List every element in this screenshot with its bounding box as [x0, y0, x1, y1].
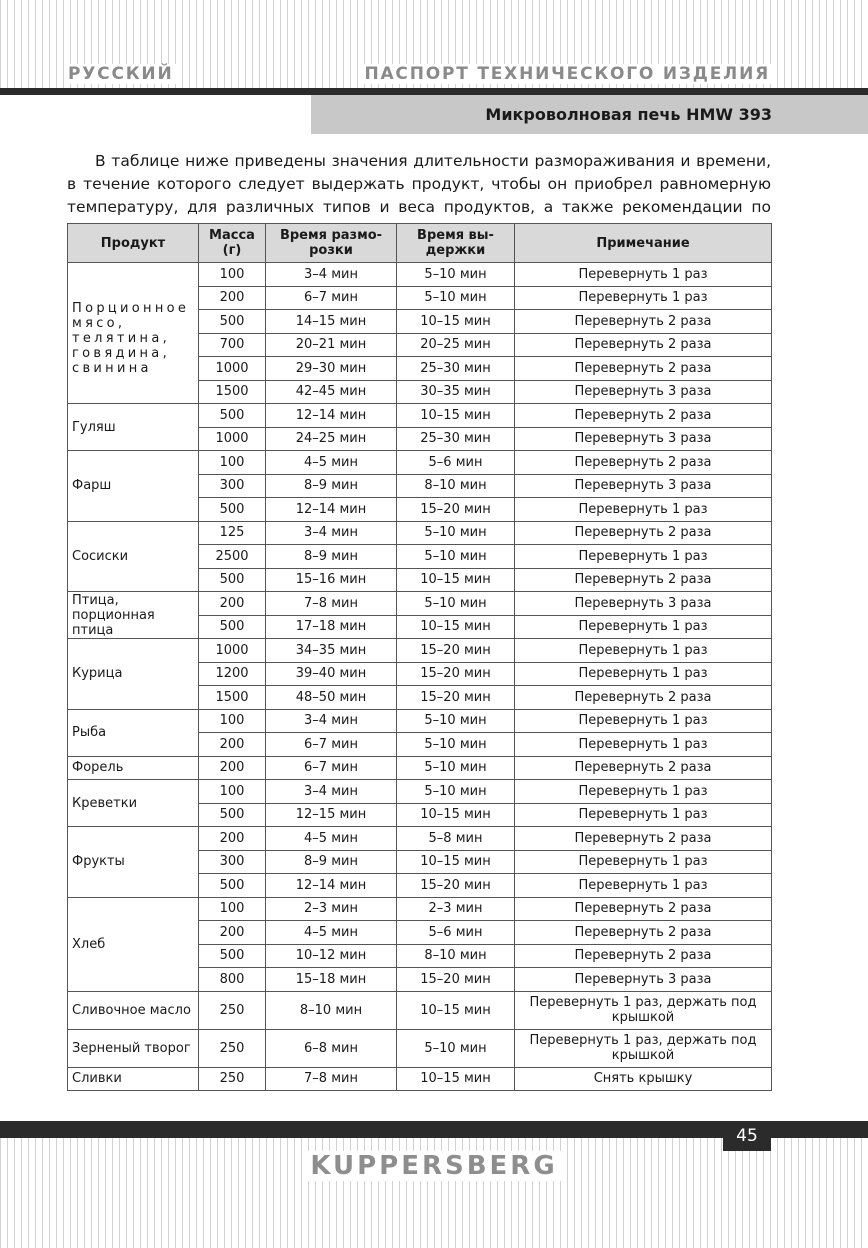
note-cell: Перевернуть 2 раза — [515, 357, 772, 381]
mass-cell: 200 — [199, 921, 266, 945]
mass-cell: 500 — [199, 498, 266, 522]
defrost-time-cell: 7–8 мин — [266, 592, 397, 616]
defrost-time-cell: 24–25 мин — [266, 427, 397, 451]
header-document-type: ПАСПОРТ ТЕХНИЧЕСКОГО ИЗДЕЛИЯ — [360, 64, 774, 84]
product-cell: Фрукты — [68, 827, 199, 898]
mass-cell: 500 — [199, 404, 266, 428]
hold-time-cell: 15–20 мин — [397, 686, 515, 710]
table-row — [68, 756, 772, 780]
note-cell: Перевернуть 1 раз — [515, 803, 772, 827]
table-row — [68, 451, 772, 475]
defrost-time-cell: 12–14 мин — [266, 874, 397, 898]
mass-cell: 800 — [199, 968, 266, 992]
mass-cell: 500 — [199, 615, 266, 639]
product-cell: Зерненый творог — [68, 1029, 199, 1067]
hold-time-cell: 5–10 мин — [397, 263, 515, 287]
column-header-mass: Масса (г) — [199, 224, 266, 263]
note-cell: Перевернуть 2 раза — [515, 756, 772, 780]
note-cell: Перевернуть 2 раза — [515, 827, 772, 851]
defrost-time-cell: 15–16 мин — [266, 568, 397, 592]
hold-time-cell: 30–35 мин — [397, 380, 515, 404]
note-cell: Перевернуть 1 раз — [515, 733, 772, 757]
column-header-defrost-time: Время размо-розки — [266, 224, 397, 263]
note-cell: Перевернуть 1 раз — [515, 286, 772, 310]
note-cell: Перевернуть 2 раза — [515, 921, 772, 945]
defrost-time-cell: 10–12 мин — [266, 944, 397, 968]
hold-time-cell: 10–15 мин — [397, 1067, 515, 1091]
hold-time-cell: 25–30 мин — [397, 427, 515, 451]
mass-cell: 100 — [199, 897, 266, 921]
table-row — [68, 1029, 772, 1067]
brand-name: KUPPERSBERG — [304, 1151, 563, 1181]
hold-time-cell: 10–15 мин — [397, 615, 515, 639]
product-cell: Сосиски — [68, 521, 199, 592]
hold-time-cell: 10–15 мин — [397, 568, 515, 592]
mass-cell: 250 — [199, 991, 266, 1029]
defrost-time-cell: 2–3 мин — [266, 897, 397, 921]
defrost-time-cell: 4–5 мин — [266, 921, 397, 945]
hold-time-cell: 5–8 мин — [397, 827, 515, 851]
intro-paragraph: В таблице ниже приведены значения длительности размораживания и времени, в течение которого следует выдержать продукт, чтобы он приобрел равномерную температуру, для различных типов и веса продуктов, а также рекомендации по — [67, 152, 771, 216]
hold-time-cell: 15–20 мин — [397, 639, 515, 663]
hold-time-cell: 10–15 мин — [397, 850, 515, 874]
column-header-hold-time: Время вы-держки — [397, 224, 515, 263]
table-row — [68, 521, 772, 545]
mass-cell: 1200 — [199, 662, 266, 686]
product-cell: Птица, порционная птица — [68, 592, 199, 639]
hold-time-cell: 25–30 мин — [397, 357, 515, 381]
table-row — [68, 709, 772, 733]
defrost-time-cell: 8–9 мин — [266, 850, 397, 874]
mass-cell: 200 — [199, 756, 266, 780]
header-rule — [0, 88, 868, 95]
defrost-time-cell: 20–21 мин — [266, 333, 397, 357]
table-row — [68, 897, 772, 921]
defrost-time-cell: 8–9 мин — [266, 474, 397, 498]
note-cell: Перевернуть 1 раз — [515, 545, 772, 569]
hold-time-cell: 5–10 мин — [397, 592, 515, 616]
hold-time-cell: 15–20 мин — [397, 968, 515, 992]
table-row — [68, 780, 772, 804]
defrost-time-cell: 6–7 мин — [266, 756, 397, 780]
hold-time-cell: 10–15 мин — [397, 991, 515, 1029]
note-cell: Перевернуть 1 раз — [515, 639, 772, 663]
table-header-row — [68, 224, 772, 263]
note-cell: Перевернуть 3 раза — [515, 592, 772, 616]
defrost-time-cell: 15–18 мин — [266, 968, 397, 992]
mass-cell: 200 — [199, 827, 266, 851]
hold-time-cell: 10–15 мин — [397, 803, 515, 827]
hold-time-cell: 20–25 мин — [397, 333, 515, 357]
defrost-time-cell: 4–5 мин — [266, 451, 397, 475]
defrost-time-cell: 12–14 мин — [266, 404, 397, 428]
defrost-time-cell: 48–50 мин — [266, 686, 397, 710]
defrost-time-cell: 3–4 мин — [266, 709, 397, 733]
mass-cell: 250 — [199, 1067, 266, 1091]
page-number: 45 — [723, 1121, 771, 1151]
hold-time-cell: 5–10 мин — [397, 733, 515, 757]
note-cell: Перевернуть 1 раз — [515, 615, 772, 639]
defrost-time-cell: 3–4 мин — [266, 780, 397, 804]
table-row — [68, 1067, 772, 1091]
hold-time-cell: 8–10 мин — [397, 944, 515, 968]
product-cell: Курица — [68, 639, 199, 710]
hold-time-cell: 15–20 мин — [397, 662, 515, 686]
note-cell: Перевернуть 2 раза — [515, 333, 772, 357]
mass-cell: 200 — [199, 286, 266, 310]
mass-cell: 500 — [199, 310, 266, 334]
product-cell: Форель — [68, 756, 199, 780]
product-cell: Сливочное масло — [68, 991, 199, 1029]
product-cell: Креветки — [68, 780, 199, 827]
note-cell: Перевернуть 1 раз — [515, 850, 772, 874]
mass-cell: 200 — [199, 592, 266, 616]
table-row — [68, 263, 772, 287]
hold-time-cell: 5–10 мин — [397, 545, 515, 569]
note-cell: Перевернуть 1 раз, держать под крышкой — [515, 1029, 772, 1067]
product-cell: Рыба — [68, 709, 199, 756]
defrost-time-cell: 39–40 мин — [266, 662, 397, 686]
defrost-time-cell: 29–30 мин — [266, 357, 397, 381]
note-cell: Перевернуть 1 раз — [515, 263, 772, 287]
mass-cell: 500 — [199, 568, 266, 592]
note-cell: Перевернуть 2 раза — [515, 451, 772, 475]
note-cell: Перевернуть 1 раз — [515, 498, 772, 522]
note-cell: Перевернуть 1 раз — [515, 874, 772, 898]
mass-cell: 100 — [199, 263, 266, 287]
defrost-time-cell: 6–7 мин — [266, 733, 397, 757]
product-cell: Хлеб — [68, 897, 199, 991]
defrost-time-cell: 34–35 мин — [266, 639, 397, 663]
hold-time-cell: 5–6 мин — [397, 451, 515, 475]
hold-time-cell: 10–15 мин — [397, 404, 515, 428]
note-cell: Перевернуть 2 раза — [515, 310, 772, 334]
hold-time-cell: 5–10 мин — [397, 709, 515, 733]
note-cell: Перевернуть 3 раза — [515, 474, 772, 498]
product-cell: Сливки — [68, 1067, 199, 1091]
product-title: Микроволновая печь HMW 393 — [311, 95, 868, 134]
table-row — [68, 404, 772, 428]
hold-time-cell: 10–15 мин — [397, 310, 515, 334]
mass-cell: 700 — [199, 333, 266, 357]
defrost-time-cell: 6–7 мин — [266, 286, 397, 310]
defrost-table — [67, 223, 772, 1091]
defrost-time-cell: 6–8 мин — [266, 1029, 397, 1067]
product-cell: Гуляш — [68, 404, 199, 451]
table-row — [68, 991, 772, 1029]
hold-time-cell: 15–20 мин — [397, 874, 515, 898]
defrost-time-cell: 3–4 мин — [266, 521, 397, 545]
hold-time-cell: 5–10 мин — [397, 756, 515, 780]
hold-time-cell: 5–10 мин — [397, 1029, 515, 1067]
defrost-time-cell: 17–18 мин — [266, 615, 397, 639]
defrost-time-cell: 4–5 мин — [266, 827, 397, 851]
note-cell: Перевернуть 2 раза — [515, 404, 772, 428]
mass-cell: 1000 — [199, 427, 266, 451]
mass-cell: 100 — [199, 780, 266, 804]
hold-time-cell: 5–10 мин — [397, 286, 515, 310]
hold-time-cell: 15–20 мин — [397, 498, 515, 522]
product-cell: Порционное мясо, телятина, говядина, свинина — [68, 263, 199, 404]
mass-cell: 200 — [199, 733, 266, 757]
mass-cell: 500 — [199, 803, 266, 827]
table-row — [68, 592, 772, 616]
note-cell: Перевернуть 2 раза — [515, 686, 772, 710]
note-cell: Перевернуть 2 раза — [515, 944, 772, 968]
note-cell: Перевернуть 2 раза — [515, 521, 772, 545]
note-cell: Перевернуть 3 раза — [515, 427, 772, 451]
hold-time-cell: 5–6 мин — [397, 921, 515, 945]
mass-cell: 500 — [199, 944, 266, 968]
note-cell: Перевернуть 2 раза — [515, 568, 772, 592]
mass-cell: 300 — [199, 474, 266, 498]
hold-time-cell: 5–10 мин — [397, 521, 515, 545]
note-cell: Перевернуть 2 раза — [515, 897, 772, 921]
defrost-time-cell: 8–10 мин — [266, 991, 397, 1029]
column-header-product: Продукт — [68, 224, 199, 263]
note-cell: Перевернуть 3 раза — [515, 380, 772, 404]
mass-cell: 1500 — [199, 686, 266, 710]
mass-cell: 500 — [199, 874, 266, 898]
mass-cell: 1000 — [199, 639, 266, 663]
table-row — [68, 827, 772, 851]
note-cell: Перевернуть 1 раз, держать под крышкой — [515, 991, 772, 1029]
defrost-time-cell: 3–4 мин — [266, 263, 397, 287]
mass-cell: 2500 — [199, 545, 266, 569]
header-language: РУССКИЙ — [64, 64, 177, 84]
mass-cell: 100 — [199, 451, 266, 475]
mass-cell: 1500 — [199, 380, 266, 404]
defrost-time-cell: 12–15 мин — [266, 803, 397, 827]
mass-cell: 125 — [199, 521, 266, 545]
mass-cell: 250 — [199, 1029, 266, 1067]
mass-cell: 100 — [199, 709, 266, 733]
brand-logo — [0, 1151, 868, 1181]
note-cell: Перевернуть 1 раз — [515, 662, 772, 686]
mass-cell: 1000 — [199, 357, 266, 381]
note-cell: Перевернуть 1 раз — [515, 709, 772, 733]
hold-time-cell: 8–10 мин — [397, 474, 515, 498]
note-cell: Перевернуть 1 раз — [515, 780, 772, 804]
note-cell: Снять крышку — [515, 1067, 772, 1091]
hold-time-cell: 5–10 мин — [397, 780, 515, 804]
defrost-time-cell: 42–45 мин — [266, 380, 397, 404]
defrost-time-cell: 8–9 мин — [266, 545, 397, 569]
product-cell: Фарш — [68, 451, 199, 522]
defrost-time-cell: 14–15 мин — [266, 310, 397, 334]
hold-time-cell: 2–3 мин — [397, 897, 515, 921]
note-cell: Перевернуть 3 раза — [515, 968, 772, 992]
defrost-time-cell: 7–8 мин — [266, 1067, 397, 1091]
table-body — [68, 263, 772, 1091]
defrost-time-cell: 12–14 мин — [266, 498, 397, 522]
mass-cell: 300 — [199, 850, 266, 874]
table-row — [68, 639, 772, 663]
column-header-note: Примечание — [515, 224, 772, 263]
